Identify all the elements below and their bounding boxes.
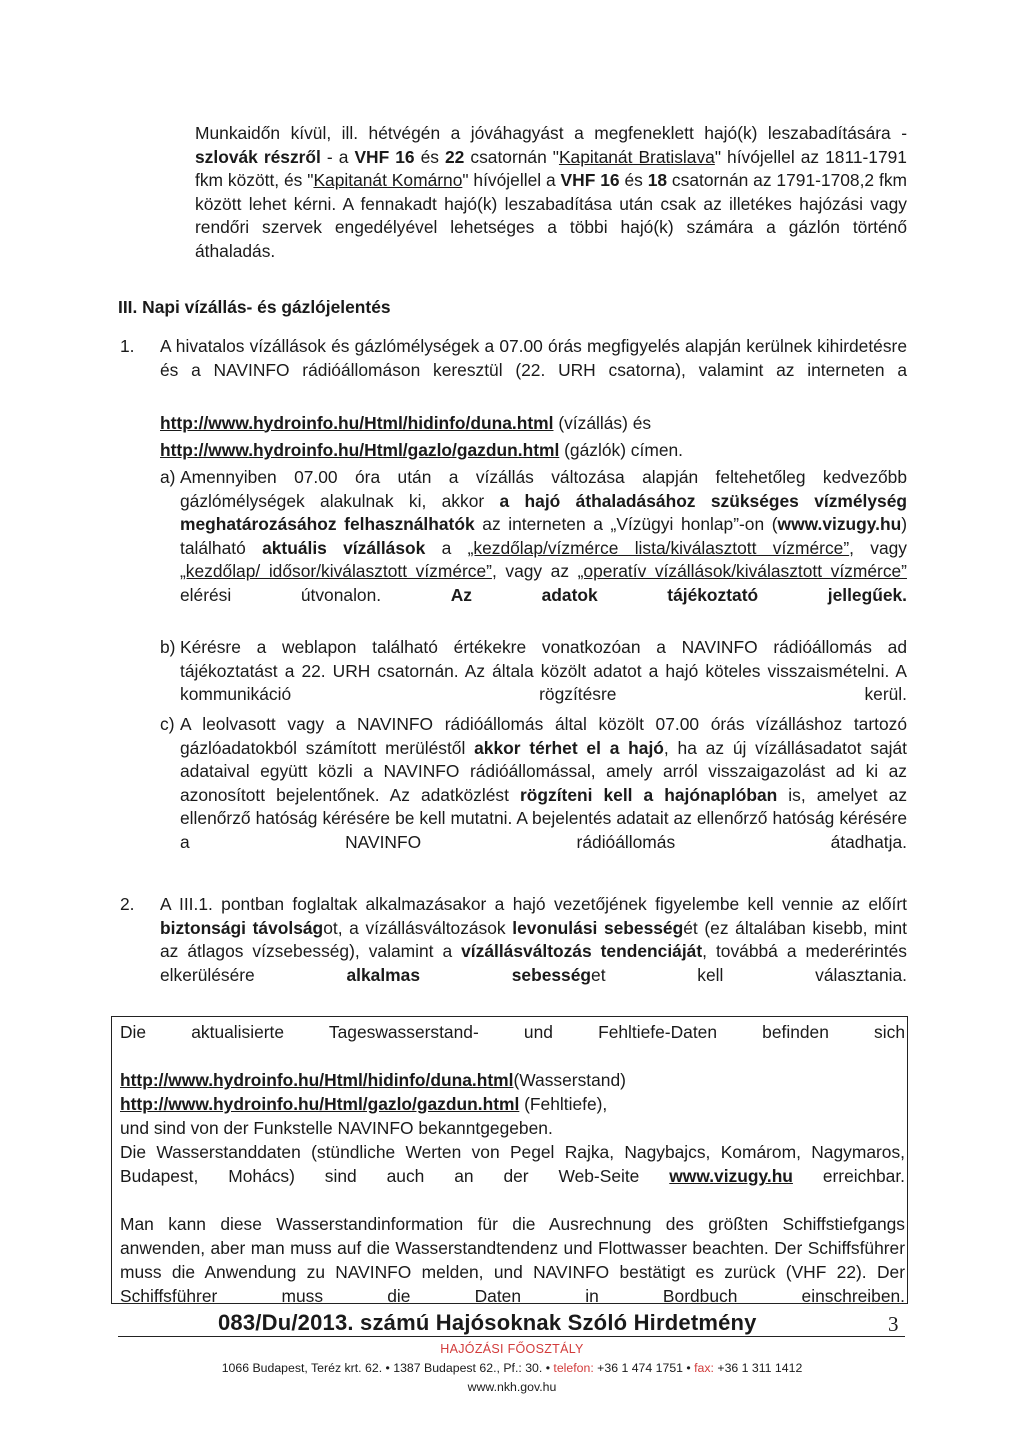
callsign-bratislava: Kapitanát Bratislava <box>558 146 715 167</box>
item-number: 1. <box>120 336 135 356</box>
link-gazlo-gazdun[interactable]: http://www.hydroinfo.hu/Html/gazlo/gazdun.html <box>160 440 560 460</box>
link-hidinfo-duna-de[interactable]: http://www.hydroinfo.hu/Html/hidinfo/duna.html <box>120 1070 514 1090</box>
footer-address: 1066 Budapest, Teréz krt. 62. • 1387 Budapest 62., Pf.: 30. • telefon: +36 1 474 1751 • fax: +36 1 311 1412 <box>221 1361 803 1375</box>
sub-item-a: Amennyiben 07.00 óra után a vízállás változása alapján feltehetőleg kedvezőbb gázlómélységek alakulnak ki, akkor a hajó áthaladásához szükséges vízmélység meghatározásához felhasználhatók az interneten a „Vízügyi honlap”-on (www.vizugy.hu) található aktuális vízállások a „kezdőlap/vízmérce lista/kiválasztott vízmérce”, vagy „kezdőlap/ idősor/kiválasztott vízmérce”, vagy az „operatív vízállások/kiválasztott vízmérce” elérési útvonalon. Az adatok tájékoztató jellegűek. <box>180 467 908 605</box>
bold-szlovak: szlovák részről <box>195 146 321 167</box>
sub-label-c: c) <box>160 714 175 734</box>
footer-website[interactable]: www.nkh.gov.hu <box>467 1380 557 1394</box>
intro-paragraph: Munkaidőn kívül, ill. hétvégén a jóváhagyást a megfeneklett hajó(k) leszabadítására - szlovák részről - a VHF 16 és 22 csatornán "Kapitanát Bratislava" hívójellel az 1811-1791 fkm között, és "Kapitanát Komárno" hívójellel a VHF 16 és 18 csatornán az 1791-1708,2 fkm között lehet kérni. A fennakadt hajó(k) leszabadítása után csak az illetékes hajózási vagy rendőri szervek engedélyével lehetséges a többi hajó(k) számára a gázlón történő áthaladás. <box>195 123 908 261</box>
item-2: A III.1. pontban foglaltak alkalmazásakor a hajó vezetőjének figyelembe kell vennie az előírt biztonsági távolságot, a vízállásváltozások levonulási sebességét (ez általában kisebb, mint az átlagos vízsebesség), valamint a vízállásváltozás tendenciáját, továbbá a mederérintés elkerülésére alkalmas sebességet kell választania. <box>160 894 907 985</box>
section-heading: III. Napi vízállás- és gázlójelentés <box>118 297 391 317</box>
footer-organization: HAJÓZÁSI FŐOSZTÁLY <box>440 1342 584 1356</box>
page-number: 3 <box>888 1312 899 1336</box>
sub-label-a: a) <box>160 467 176 487</box>
sub-item-c: A leolvasott vagy a NAVINFO rádióállomás által közölt 07.00 órás vízálláshoz tartozó gázlóadatokból számított merüléstől akkor térhet el a hajó, ha az új vízállásadatot saját adataival együtt közli a NAVINFO rádióállomással, amely arról visszaigazolást ad ki az azonosított bejelentőnek. Az adatközlést rögzíteni kell a hajónaplóban is, amelyet az ellenőrző hatóság kérésére be kell mutatni. A bejelentés adatait az ellenőrző hatóság kérésére a NAVINFO rádióállomás átadhatja. <box>180 714 908 852</box>
item-1: A hivatalos vízállások és gázlómélységek a 07.00 órás megfigyelés alapján kerülnek kihirdetésre és a NAVINFO rádióállomáson keresztül (22. URH csatorna), valamint az interneten a http://www.hydroinfo.hu/Html/hidinfo/duna.html (vízállás) és http://www.hydroinfo.hu/Html/gazlo/gazdun.html (gázlók) címen. <box>160 336 907 460</box>
link-hidinfo-duna[interactable]: http://www.hydroinfo.hu/Html/hidinfo/duna.html <box>160 412 554 433</box>
item-number-2: 2. <box>120 894 135 914</box>
link-gazlo-gazdun-de[interactable]: http://www.hydroinfo.hu/Html/gazlo/gazdun.html <box>120 1094 520 1114</box>
link-vizugy[interactable]: www.vizugy.hu <box>777 514 902 534</box>
link-vizugy-de[interactable]: www.vizugy.hu <box>669 1166 793 1186</box>
callsign-komarno: Kapitanát Komárno <box>313 170 463 190</box>
german-box-text: Die aktualisierte Tageswasserstand- und Fehltiefe-Daten befinden sich http://www.hydroinfo.hu/Html/hidinfo/duna.html(Wasserstand) http://www.hydroinfo.hu/Html/gazlo/gazdun.html (Fehltiefe), und sind von der Funkstelle NAVINFO bekanntgegeben. Die Wasserstanddaten (stündliche Werten von Pegel Rajka, Nagybajcs, Komárom, Nagymaros, Budapest, Mohács) sind auch an der Web-Seite www.vizugy.hu erreichbar. Man kann diese Wasserstandinformation für die Ausrechnung des größten Schiffstiefgangs anwenden, aber man muss auf die Wasserstandtendenz und Flottwasser beachten. Der Schiffsführer muss die Anwendung zu NAVINFO melden, und NAVINFO bestätigt es zurück (VHF 22). Der Schiffsführer muss die Daten in Bordbuch einschreiben. <box>120 1022 905 1306</box>
sub-item-b: Kérésre a weblapon található értékekre vonatkozóan a NAVINFO rádióállomás ad tájékoztatást a 22. URH csatornán. Az általa közölt adatot a hajó köteles visszaismételni. A kommunikáció rögzítésre kerül. <box>180 637 907 704</box>
footer-divider <box>118 1336 905 1337</box>
sub-label-b: b) <box>160 637 176 657</box>
footer-title: 083/Du/2013. számú Hajósoknak Szóló Hirdetmény <box>218 1310 757 1335</box>
